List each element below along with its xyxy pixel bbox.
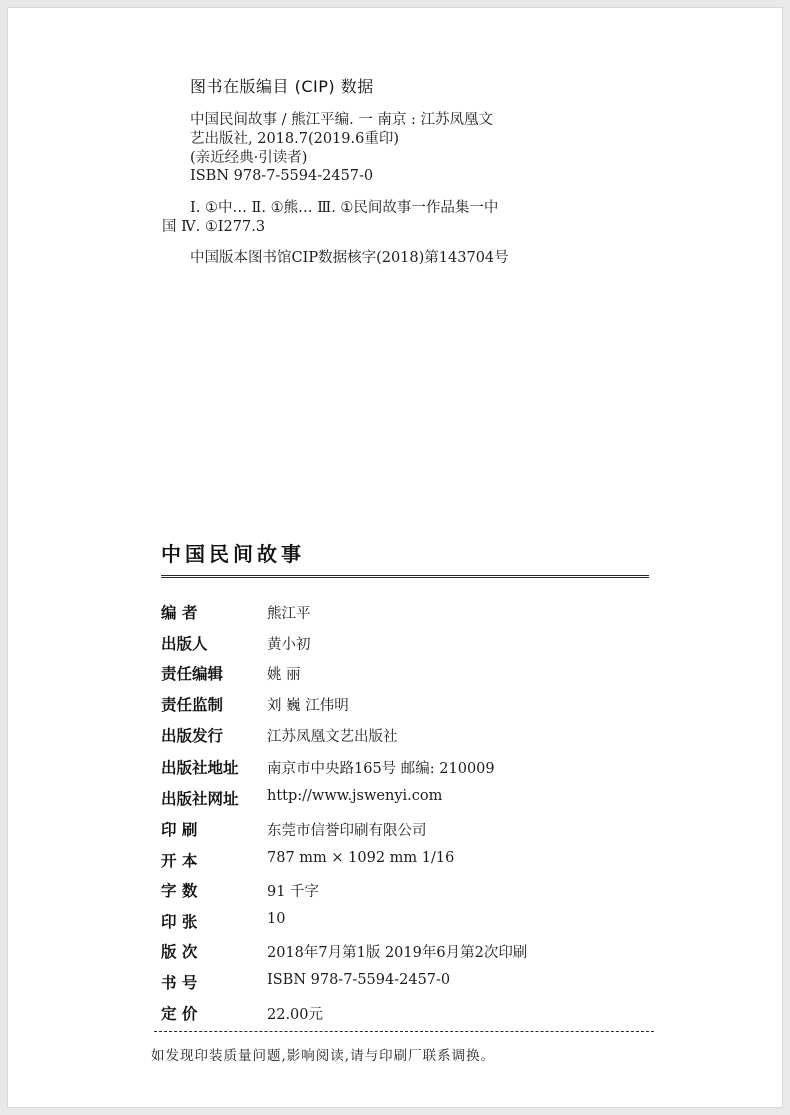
- info-label-sheets: [161, 910, 247, 932]
- footer-divider: [154, 1031, 654, 1032]
- info-label-publisher: 出版人: [161, 635, 208, 653]
- info-label-sheets-text: 印 张: [161, 913, 198, 931]
- footer-note: 如发现印装质量问题,影响阅读,请与印刷厂联系调换。: [151, 1048, 496, 1064]
- cip-heading: 图书在版编目 (CIP) 数据: [190, 77, 374, 96]
- info-label-distribution: 出版发行: [161, 727, 224, 745]
- info-label-printer-text: 印 刷: [161, 821, 198, 839]
- info-value-editor: 熊江平: [267, 606, 311, 622]
- info-value-isbn: ISBN 978-7-5594-2457-0: [267, 972, 451, 988]
- title-divider: [161, 575, 649, 578]
- cip-line-5: Ⅰ. ①中… Ⅱ. ①熊… Ⅲ. ①民间故事一作品集一中: [190, 200, 499, 216]
- info-label-printer: [161, 818, 247, 840]
- info-label-supervisor: 责任监制: [161, 696, 224, 714]
- info-label-word-count: [161, 879, 247, 901]
- info-label-price-text: 定 价: [161, 1005, 198, 1023]
- info-value-printer: 东莞市信誉印刷有限公司: [267, 823, 427, 839]
- info-label-isbn-text: 书 号: [161, 974, 198, 992]
- info-value-distribution: 江苏凤凰文艺出版社: [267, 729, 398, 745]
- info-value-edition: 2018年7月第1版 2019年6月第2次印刷: [267, 945, 528, 961]
- info-label-isbn: [161, 971, 247, 993]
- cip-line-6: 国 Ⅳ. ①I277.3: [162, 219, 266, 235]
- info-value-price: 22.00元: [267, 1007, 324, 1023]
- cip-line-7: 中国版本图书馆CIP数据核字(2018)第143704号: [190, 250, 509, 266]
- info-value-publisher: 黄小初: [267, 637, 311, 653]
- copyright-page: [8, 8, 782, 1107]
- cip-line-3: (亲近经典·引读者): [190, 150, 308, 166]
- info-label-edition-text: 版 次: [161, 943, 198, 961]
- info-label-word-count-text: 字 数: [161, 882, 198, 900]
- info-label-edition: [161, 940, 247, 962]
- info-label-address: 出版社地址: [161, 759, 239, 777]
- info-label-format: [161, 849, 247, 871]
- info-value-supervisor: 刘 巍 江伟明: [267, 698, 349, 714]
- book-title: 中国民间故事: [161, 542, 305, 566]
- info-label-editor: [161, 601, 247, 623]
- info-value-website: http://www.jswenyi.com: [267, 788, 443, 804]
- info-value-sheets: 10: [267, 911, 286, 927]
- info-value-format: 787 mm × 1092 mm 1/16: [267, 850, 455, 866]
- cip-line-2: 艺出版社, 2018.7(2019.6重印): [190, 131, 400, 147]
- info-label-responsible-editor: 责任编辑: [161, 665, 224, 683]
- info-value-responsible-editor: 姚 丽: [267, 667, 301, 683]
- info-value-address: 南京市中央路165号 邮编: 210009: [267, 761, 495, 777]
- cip-line-4: ISBN 978-7-5594-2457-0: [190, 168, 374, 184]
- info-label-website: 出版社网址: [161, 790, 239, 808]
- info-label-editor-text: 编 者: [161, 604, 198, 622]
- cip-line-1: 中国民间故事 / 熊江平编. 一 南京 : 江苏凤凰文: [190, 112, 494, 128]
- info-value-word-count: 91 千字: [267, 884, 320, 900]
- info-label-price: [161, 1002, 247, 1024]
- info-label-format-text: 开 本: [161, 852, 198, 870]
